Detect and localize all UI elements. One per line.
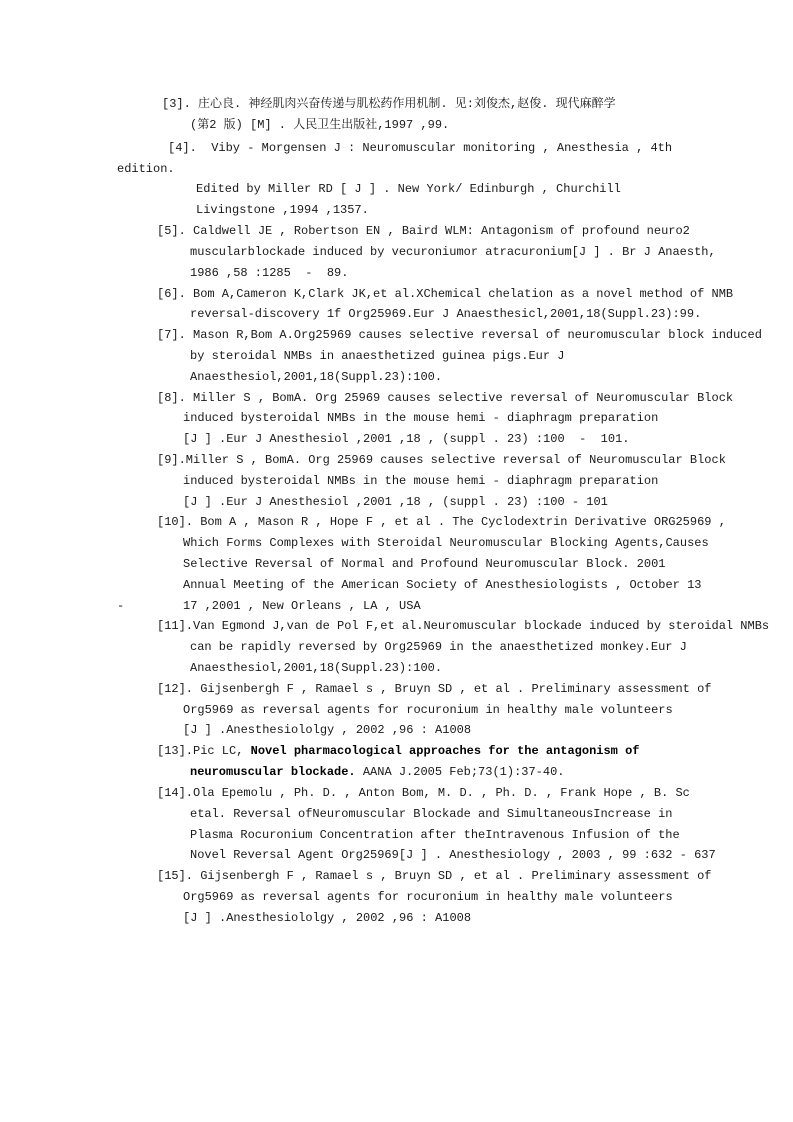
reference-line: [190, 764, 564, 780]
reference-line: induced bysteroidal NMBs in the mouse hemi - diaphragm preparation: [183, 411, 659, 425]
reference-line: Org5969 as reversal agents for rocuronium in healthy male volunteers: [183, 703, 673, 717]
reference-line: [10]. Bom A , Mason R , Hope F , et al . The Cyclodextrin Derivative ORG25969 ,: [157, 515, 726, 529]
reference-line: Novel Reversal Agent Org25969[J ] . Anesthesiology , 2003 , 99 :632 - 637: [190, 848, 716, 862]
reference-line: (第2 版) [M] . 人民卫生出版社,1997 ,99.: [190, 118, 450, 132]
reference-line: [11].Van Egmond J,van de Pol F,et al.Neuromuscular blockade induced by steroidal NMBs: [157, 619, 770, 633]
reference-line: 17 ,2001 , New Orleans , LA , USA: [183, 599, 421, 613]
reference-line: [15]. Gijsenbergh F , Ramael s , Bruyn SD , et al . Preliminary assessment of: [157, 869, 712, 883]
reference-line: muscularblockade induced by vecuroniumor atracuronium[J ] . Br J Anaesth,: [190, 245, 716, 259]
reference-line: Plasma Rocuronium Concentration after theIntravenous Infusion of the: [190, 828, 680, 842]
reference-line: Which Forms Complexes with Steroidal Neuromuscular Blocking Agents,Causes: [183, 536, 709, 550]
reference-line: [4]. Viby - Morgensen J : Neuromuscular monitoring , Anesthesia , 4th: [168, 141, 673, 155]
reference-line: [J ] .Anesthesiololgy , 2002 ,96 : A1008: [183, 723, 472, 737]
bold-title-text: Novel pharmacological approaches for the antagonism of: [250, 744, 640, 758]
reference-line: Selective Reversal of Normal and Profound Neuromuscular Block. 2001: [183, 557, 666, 571]
reference-line: edition.: [117, 162, 175, 176]
reference-line: Edited by Miller RD [ J ] . New York/ Edinburgh , Churchill: [196, 182, 621, 196]
reference-line: Anaesthesiol,2001,18(Suppl.23):100.: [190, 661, 443, 675]
reference-text: [13].Pic LC,: [157, 744, 251, 758]
reference-line: [157, 743, 640, 759]
reference-line: [7]. Mason R,Bom A.Org25969 causes selective reversal of neuromuscular block induced: [157, 328, 762, 342]
reference-line: [5]. Caldwell JE , Robertson EN , Baird WLM: Antagonism of profound neuro2: [157, 224, 690, 238]
reference-line: can be rapidly reversed by Org25969 in the anaesthetized monkey.Eur J: [190, 640, 687, 654]
reference-line: [9].Miller S , BomA. Org 25969 causes selective reversal of Neuromuscular Block: [157, 453, 726, 467]
reference-text: AANA J.2005 Feb;73(1):37-40.: [355, 765, 565, 779]
reference-line: [J ] .Eur J Anesthesiol ,2001 ,18 , (suppl . 23) :100 - 101.: [183, 432, 630, 446]
reference-line: [12]. Gijsenbergh F , Ramael s , Bruyn SD , et al . Preliminary assessment of: [157, 682, 712, 696]
reference-line: etal. Reversal ofNeuromuscular Blockade and SimultaneousIncrease in: [190, 807, 673, 821]
reference-line: Livingstone ,1994 ,1357.: [196, 203, 369, 217]
reference-line: induced bysteroidal NMBs in the mouse hemi - diaphragm preparation: [183, 474, 659, 488]
reference-line: [8]. Miller S , BomA. Org 25969 causes selective reversal of Neuromuscular Block: [157, 391, 734, 405]
bold-title-text: neuromuscular blockade.: [190, 765, 356, 779]
reference-line: [14].Ola Epemolu , Ph. D. , Anton Bom, M. D. , Ph. D. , Frank Hope , B. Sc: [157, 786, 690, 800]
reference-line: -: [117, 599, 125, 613]
reference-line: by steroidal NMBs in anaesthetized guinea pigs.Eur J: [190, 349, 565, 363]
reference-line: Org5969 as reversal agents for rocuronium in healthy male volunteers: [183, 890, 673, 904]
reference-line: 1986 ,58 :1285 - 89.: [190, 266, 349, 280]
reference-line: [3]. 庄心良. 神经肌肉兴奋传递与肌松药作用机制. 见:刘俊杰,赵俊. 现代麻醉学: [162, 97, 616, 111]
reference-line: reversal-discovery 1f Org25969.Eur J Anaesthesicl,2001,18(Suppl.23):99.: [190, 307, 702, 321]
reference-line: [6]. Bom A,Cameron K,Clark JK,et al.XChemical chelation as a novel method of NMB: [157, 287, 734, 301]
reference-line: Anaesthesiol,2001,18(Suppl.23):100.: [190, 370, 443, 384]
reference-line: [J ] .Anesthesiololgy , 2002 ,96 : A1008: [183, 911, 472, 925]
reference-line: [J ] .Eur J Anesthesiol ,2001 ,18 , (suppl . 23) :100 - 101: [183, 495, 608, 509]
reference-line: Annual Meeting of the American Society of Anesthesiologists , October 13: [183, 578, 702, 592]
